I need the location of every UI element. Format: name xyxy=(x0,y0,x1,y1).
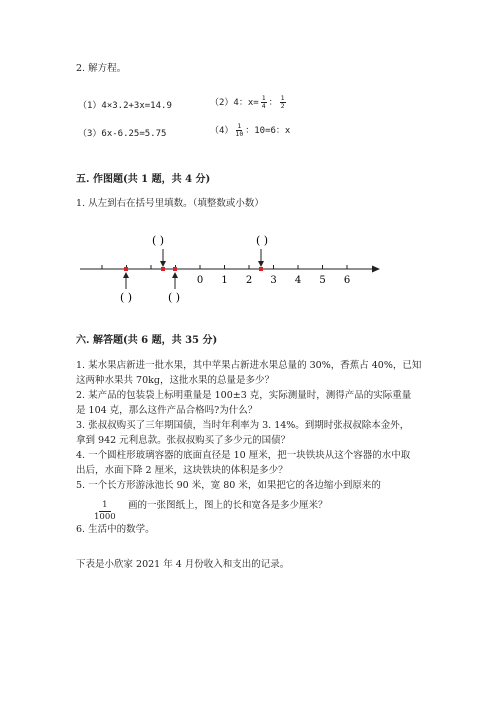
equation-2-prefix: （2）4：x= xyxy=(210,98,259,108)
tick-label: 2 xyxy=(245,275,253,286)
equation-1: （1）4×3.2+3x=14.9 xyxy=(78,101,172,111)
problem-3-line-2: 拿到 942 元利息款。张叔叔购买了多少元的国债？ xyxy=(76,435,291,446)
problem-5-fraction xyxy=(94,492,116,523)
answer-bracket-bottom-1: ( ) xyxy=(119,291,133,304)
equation-4-suffix: ：10=6：x xyxy=(245,126,291,136)
ratio-colon: ： xyxy=(268,98,278,108)
equation-2 xyxy=(210,95,288,110)
answer-bracket-bottom-2: ( ) xyxy=(167,291,181,304)
problem-2-line-2: 是 104 克，那么这件产品合格吗?为什么？ xyxy=(76,405,258,416)
section-heading-5: 五. 作图题(共 1 题，共 4 分) xyxy=(76,174,211,185)
tick-label: 4 xyxy=(294,275,302,286)
answer-bracket-top-2: ( ) xyxy=(255,234,269,247)
problem-4-line-1: 4. 一个圆柱形玻璃容器的底面直径是 10 厘米，把一块铁块从这个容器的水中取 xyxy=(76,450,411,461)
problem-1-line-1: 1. 某水果店新进一批水果，其中苹果占新进水果总量的 30%，香蕉占 40%，已知 xyxy=(76,360,422,371)
fraction-one-tenth: $\frac{1}{10}$ xyxy=(235,122,244,138)
problem-6: 6. 生活中的数学。 xyxy=(76,524,155,535)
equation-3: （3）6x-6.25=5.75 xyxy=(78,129,167,139)
equation-4-prefix: （4） xyxy=(210,126,234,136)
problem-5-line-1: 5. 一个长方形游泳池长 90 米，宽 80 米，如果把它的各边缩小到原来的 xyxy=(76,480,381,491)
tick-label: 1 xyxy=(221,275,228,286)
arrow-up-icon xyxy=(172,272,178,289)
problem-2-line-1: 2. 某产品的包装袋上标明重量是 100±3 克，实际测量时，测得产品的实际重量 xyxy=(76,390,412,401)
problem-3-line-1: 3. 张叔叔购买了三年期国债，当时年利率为 3. 14%。到期时张叔叔除本金外， xyxy=(76,420,410,431)
tick-label: 6 xyxy=(343,275,351,286)
problem-5-line-2: 画的一张图纸上，图上的长和宽各是多少厘米？ xyxy=(128,500,328,511)
fraction-one-half: $\frac{1}{2}$ xyxy=(280,94,285,110)
question-text: 1. 从左到右在括号里填数。（填整数或小数） xyxy=(76,198,264,209)
problem-1-line-2: 这两种水果共 70kg，这批水果的总量是多少？ xyxy=(76,375,274,386)
fraction-one-quarter: $\frac{1}{4}$ xyxy=(261,94,266,110)
number-line-ticks xyxy=(102,265,347,269)
number-line-figure xyxy=(0,225,500,315)
arrow-down-icon xyxy=(160,249,166,267)
table-intro-text: 下表是小欣家 2021 年 4 月份收入和支出的记录。 xyxy=(76,559,290,570)
equation-4 xyxy=(210,123,290,138)
arrow-down-icon xyxy=(258,249,264,267)
arrow-up-icon xyxy=(123,272,129,289)
tick-label: 3 xyxy=(270,275,277,286)
fraction-numerator: 1 xyxy=(99,500,110,512)
tick-label: 5 xyxy=(319,275,326,286)
question-title: 2. 解方程。 xyxy=(76,63,127,74)
axis-arrow-icon xyxy=(372,266,380,273)
section-heading-6: 六. 解答题(共 6 题，共 35 分) xyxy=(76,335,218,346)
tick-label: 0 xyxy=(196,275,204,286)
fraction-denominator: 1000 xyxy=(94,512,116,522)
answer-bracket-top-1: ( ) xyxy=(151,234,165,247)
problem-4-line-2: 出后，水面下降 2 厘米，这块铁块的体积是多少？ xyxy=(76,465,288,476)
